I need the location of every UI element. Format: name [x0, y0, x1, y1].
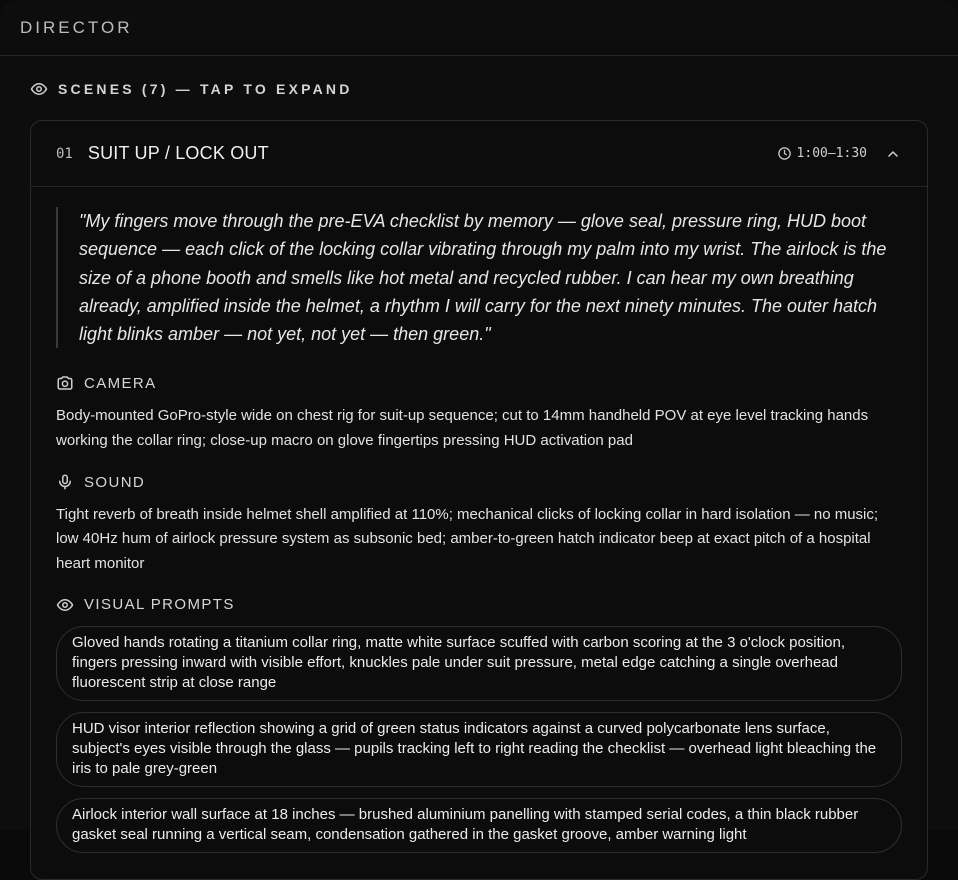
camera-section-header: [56, 374, 901, 392]
eye-icon: [30, 80, 48, 98]
scene-quote: "My fingers move through the pre-EVA checklist by memory — glove seal, pressure ring, HUD boot sequence — each click of the locking collar vibrating through my palm into my wrist. The airlock is the size of a phone booth and smells like hot metal and recycled rubber. I can hear my own breathing already, amplified inside the helmet, a rhythm I will carry for the next ninety minutes. The outer hatch light blinks amber — not yet, not yet — then green.": [56, 207, 901, 348]
scene-card-header[interactable]: [31, 121, 927, 187]
app-title: DIRECTOR: [20, 17, 133, 37]
scene-card-body: [31, 187, 927, 853]
visual-prompt-item[interactable]: HUD visor interior reflection showing a grid of green status indicators against a curved polycarbonate lens surface, subject's eyes visible through the glass — pupils tracking left to right reading the checklist — overhead light bleaching the iris to pale grey-green: [56, 712, 902, 787]
scene-timecode: [777, 146, 867, 161]
scenes-header-label: SCENES (7) — TAP TO EXPAND: [58, 81, 353, 97]
camera-icon: [56, 374, 74, 392]
camera-label: CAMERA: [84, 374, 157, 392]
timecode-text: 1:00–1:30: [796, 146, 867, 161]
sound-text: Tight reverb of breath inside helmet shell amplified at 110%; mechanical clicks of locking collar in hard isolation — no music; low 40Hz hum of airlock pressure system as subsonic bed; amber-to-green hatch indicator beep at exact pitch of a hospital heart monitor: [56, 506, 879, 572]
visual-prompts-section-header: [56, 596, 901, 614]
scene-title: SUIT UP / LOCK OUT: [87, 143, 269, 163]
eye-icon: [56, 596, 74, 614]
scene-card: [30, 120, 928, 880]
visual-prompt-item[interactable]: Airlock interior wall surface at 18 inches — brushed aluminium panelling with stamped serial codes, a thin black rubber gasket seal running a vertical seam, condensation gathered in the gasket groove, amber warning light: [56, 798, 902, 853]
sound-label: SOUND: [84, 473, 146, 491]
chevron-up-icon[interactable]: [885, 146, 901, 162]
visual-prompts-label: VISUAL PROMPTS: [84, 596, 235, 614]
camera-text: Body-mounted GoPro-style wide on chest rig for suit-up sequence; cut to 14mm handheld POV at eye level tracking hands working the collar ring; close-up macro on glove fingertips pressing HUD activation pad: [56, 407, 869, 449]
visual-prompts-list: [56, 626, 901, 853]
scenes-header: [30, 80, 353, 98]
visual-prompt-item[interactable]: Gloved hands rotating a titanium collar ring, matte white surface scuffed with carbon scoring at the 3 o'clock position, fingers pressing inward with visible effort, knuckles pale under suit pressure, metal edge catching a single overhead fluorescent strip at close range: [56, 626, 902, 701]
scene-number: 01: [56, 145, 73, 162]
sound-section-header: [56, 473, 901, 491]
microphone-icon: [56, 473, 74, 491]
top-bar: [0, 0, 958, 56]
clock-icon: [777, 146, 792, 161]
